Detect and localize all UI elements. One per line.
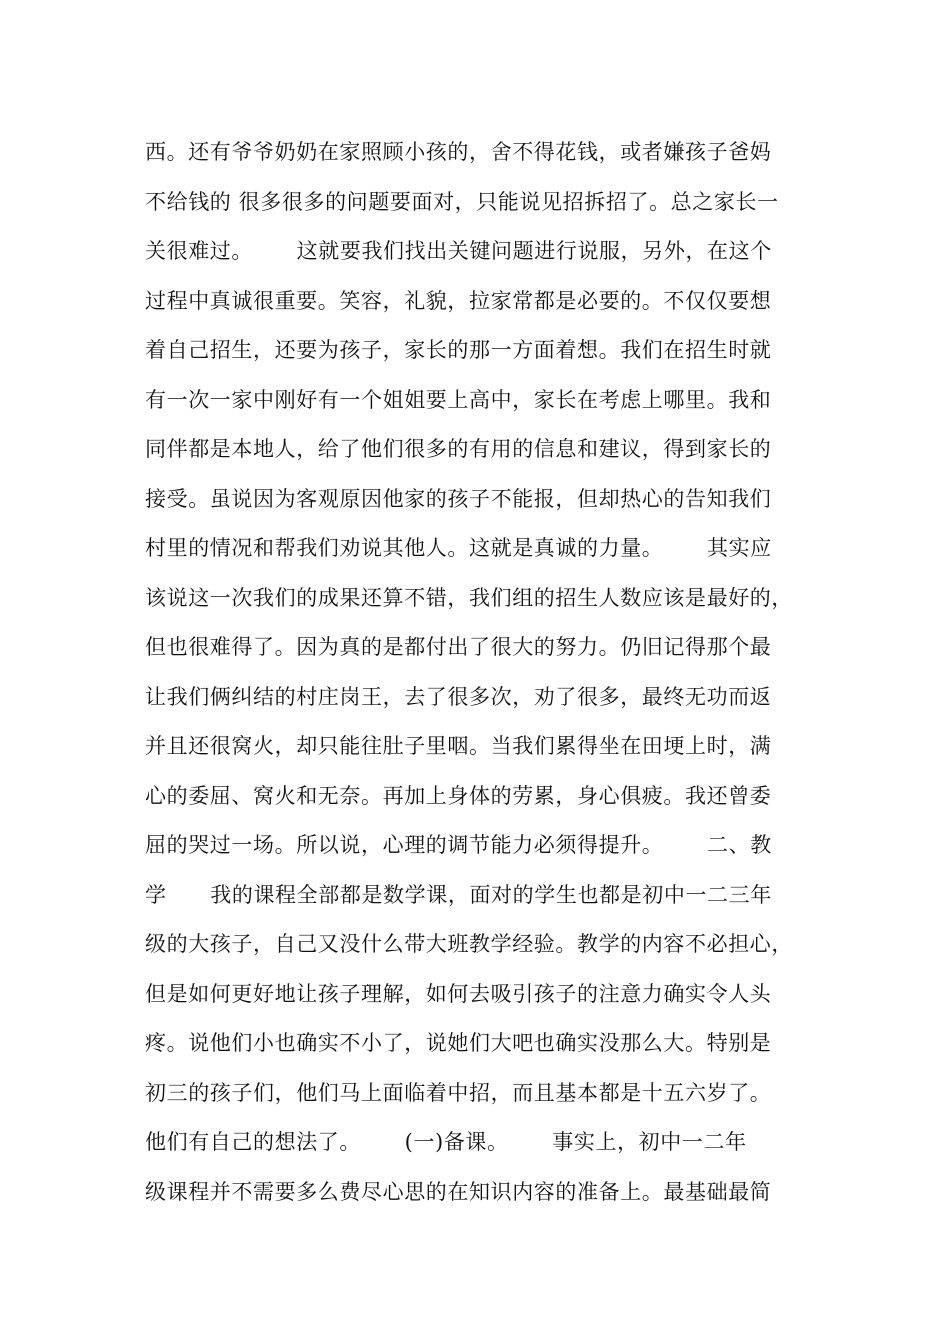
text-line: 有一次一家中刚好有一个姐姐要上高中，家长在考虑上哪里。我和: [145, 387, 772, 412]
text-line: 关很难过。 这就要我们找出关键问题进行说服，另外，在这个: [145, 239, 772, 263]
text-line: 级的大孩子，自己又没什么带大班教学经验。教学的内容不必担心，: [145, 932, 793, 956]
text-line: 但是如何更好地让孩子理解，如何去吸引孩子的注意力确实令人头: [145, 981, 772, 1006]
text-line: 让我们俩纠结的村庄岗王，去了很多次，劝了很多，最终无功而返: [145, 684, 772, 709]
text-line: 该说这一次我们的成果还算不错，我们组的招生人数应该是最好的，: [145, 585, 793, 610]
text-line: 心的委屈、窝火和无奈。再加上身体的劳累，身心俱疲。我还曾委: [145, 783, 772, 808]
text-line: 过程中真诚很重要。笑容，礼貌，拉家常都是必要的。不仅仅要想: [145, 288, 772, 313]
text-line: 他们有自己的想法了。 (一)备课。 事实上，初中一二年: [145, 1130, 747, 1154]
text-line: 接受。虽说因为客观原因他家的孩子不能报，但却热心的告知我们: [145, 486, 772, 511]
text-line: 学 我的课程全部都是数学课，面对的学生也都是初中一二三年: [145, 882, 772, 907]
text-line: 着自己招生，还要为孩子，家长的那一方面着想。我们在招生时就: [145, 338, 772, 362]
text-line: 西。还有爷爷奶奶在家照顾小孩的，舍不得花钱，或者嫌孩子爸妈: [145, 140, 772, 164]
body-text: [145, 128, 825, 1217]
text-line: 但也很难得了。因为真的是都付出了很大的努力。仍旧记得那个最: [145, 635, 772, 659]
text-line: 村里的情况和帮我们劝说其他人。这就是真诚的力量。 其实应: [145, 536, 772, 560]
text-line: 疼。说他们小也确实不小了，说她们大吧也确实没那么大。特别是: [145, 1031, 772, 1055]
text-line: 不给钱的 很多很多的问题要面对，只能说见招拆招了。总之家长一: [145, 189, 779, 214]
text-line: 屈的哭过一场。所以说，心理的调节能力必须得提升。 二、教: [145, 833, 772, 857]
text-line: 级课程并不需要多么费尽心思的在知识内容的准备上。最基础最简: [145, 1179, 772, 1204]
text-line: 并且还很窝火，却只能往肚子里咽。当我们累得坐在田埂上时，满: [145, 734, 772, 758]
text-line: 同伴都是本地人，给了他们很多的有用的信息和建议，得到家长的: [145, 437, 772, 461]
text-line: 初三的孩子们，他们马上面临着中招，而且基本都是十五六岁了。: [145, 1080, 772, 1105]
